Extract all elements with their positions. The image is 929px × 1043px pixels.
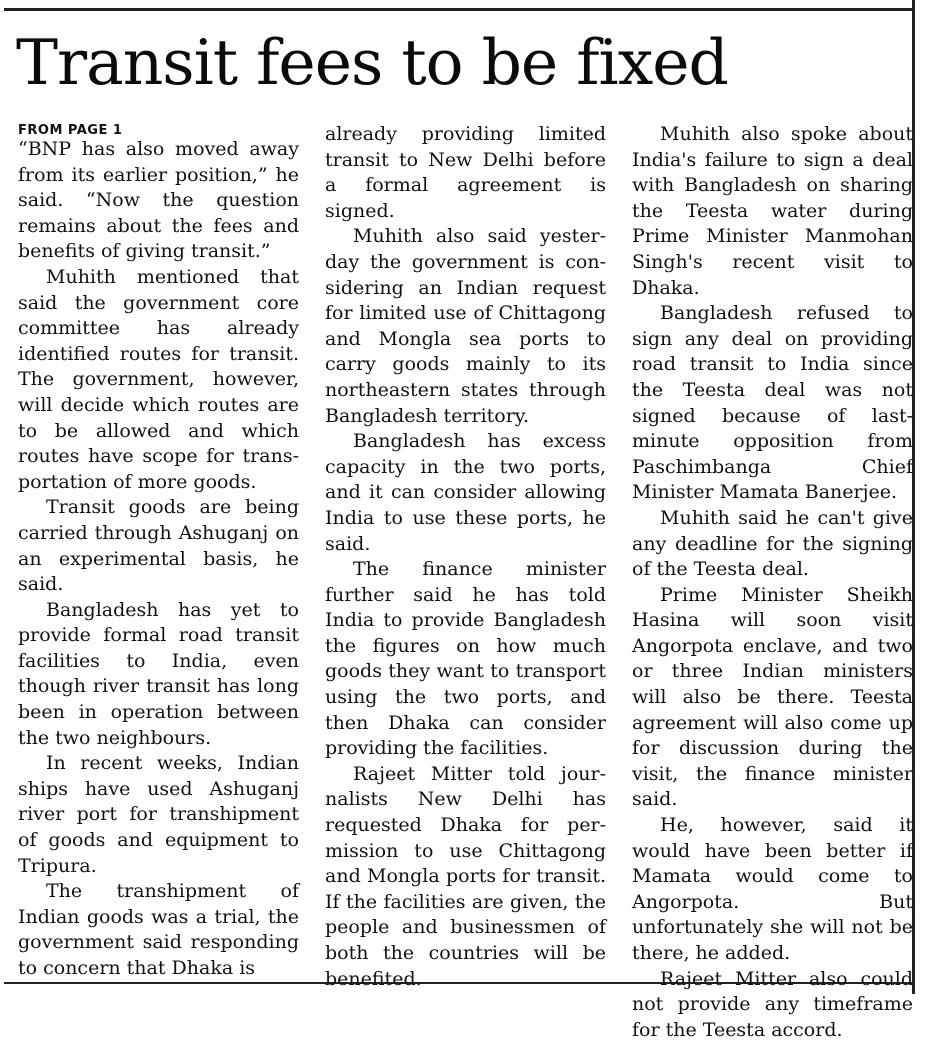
paragraph: Prime Minister Sheikh Hasina will soon visit Angorpota enclave, and two or three Indian ministers will also be there. Teesta agreement will also come up for discussion during the visit, the finance minister said. (632, 583, 913, 811)
article-column-2 (325, 122, 606, 992)
article-column-1 (18, 122, 299, 982)
paragraph: Muhith also said yesterday the government is considering an Indian request for limited use of Chittagong and Mongla sea ports to carry goods mainly to its northeastern states through Bangladesh territory. (325, 225, 606, 427)
paragraph: Transit goods are being carried through Ashuganj on an experimental basis, he said. (18, 496, 299, 596)
paragraph: Rajeet Mitter also could not provide any timeframe for the Teesta accord. (632, 967, 913, 1041)
top-rule (4, 8, 912, 11)
paragraph: The finance minister further said he has told India to provide Bangladesh the figures on how much goods they want to transport using the two ports, and then Dhaka can consider providing the facilities. (325, 558, 606, 760)
paragraph: The transhipment of Indian goods was a trial, the government said responding to concern that Dhaka is (18, 880, 299, 979)
paragraph: Muhith mentioned that said the government core committee has already identified routes for transit. The government, however, will decide which routes are to be allowed and which routes have scope for transportation of more goods. (18, 265, 299, 493)
paragraph: Muhith said he can't give any deadline for the signing of the Teesta deal. (632, 506, 913, 581)
kicker-from-page: FROM PAGE 1 (18, 123, 123, 138)
article-column-3 (632, 122, 913, 1043)
headline: Transit fees to be fixed (16, 26, 728, 99)
paragraph: In recent weeks, Indian ships have used Ashuganj river port for transhipment of goods and equipment to Tripura. (18, 752, 299, 877)
paragraph: Bangladesh has yet to provide formal road transit facilities to India, even though river transit has long been in operation between the two neighbours. (18, 598, 299, 749)
paragraph: Bangladesh refused to sign any deal on providing road transit to India since the Teesta deal was not signed because of last-minute opposition from Paschimbanga Chief Minister Mamata Banerjee. (632, 302, 913, 504)
paragraph: He, however, said it would have been better if Mamata would come to Angorpota. But unfortunately she will not be there, he added. (632, 814, 913, 964)
paragraph: Bangladesh has excess capacity in the two ports, and it can consider allowing India to use these ports, he said. (325, 430, 606, 555)
paragraph: “BNP has also moved away from its earlier position,” he said. “Now the question remains about the fees and benefits of giving transit.” (18, 138, 299, 263)
paragraph: Muhith also spoke about India's failure to sign a deal with Bangladesh on sharing the Teesta water during Prime Minister Manmohan Singh's recent visit to Dhaka. (632, 123, 913, 299)
paragraph: Rajeet Mitter told journalists New Delhi has requested Dhaka for permission to use Chittagong and Mongla ports for transit. If the facilities are given, the people and businessmen of both the countries will be benefited. (325, 762, 606, 990)
paragraph: already providing limited transit to New Delhi before a formal agreement is signed. (325, 123, 606, 222)
